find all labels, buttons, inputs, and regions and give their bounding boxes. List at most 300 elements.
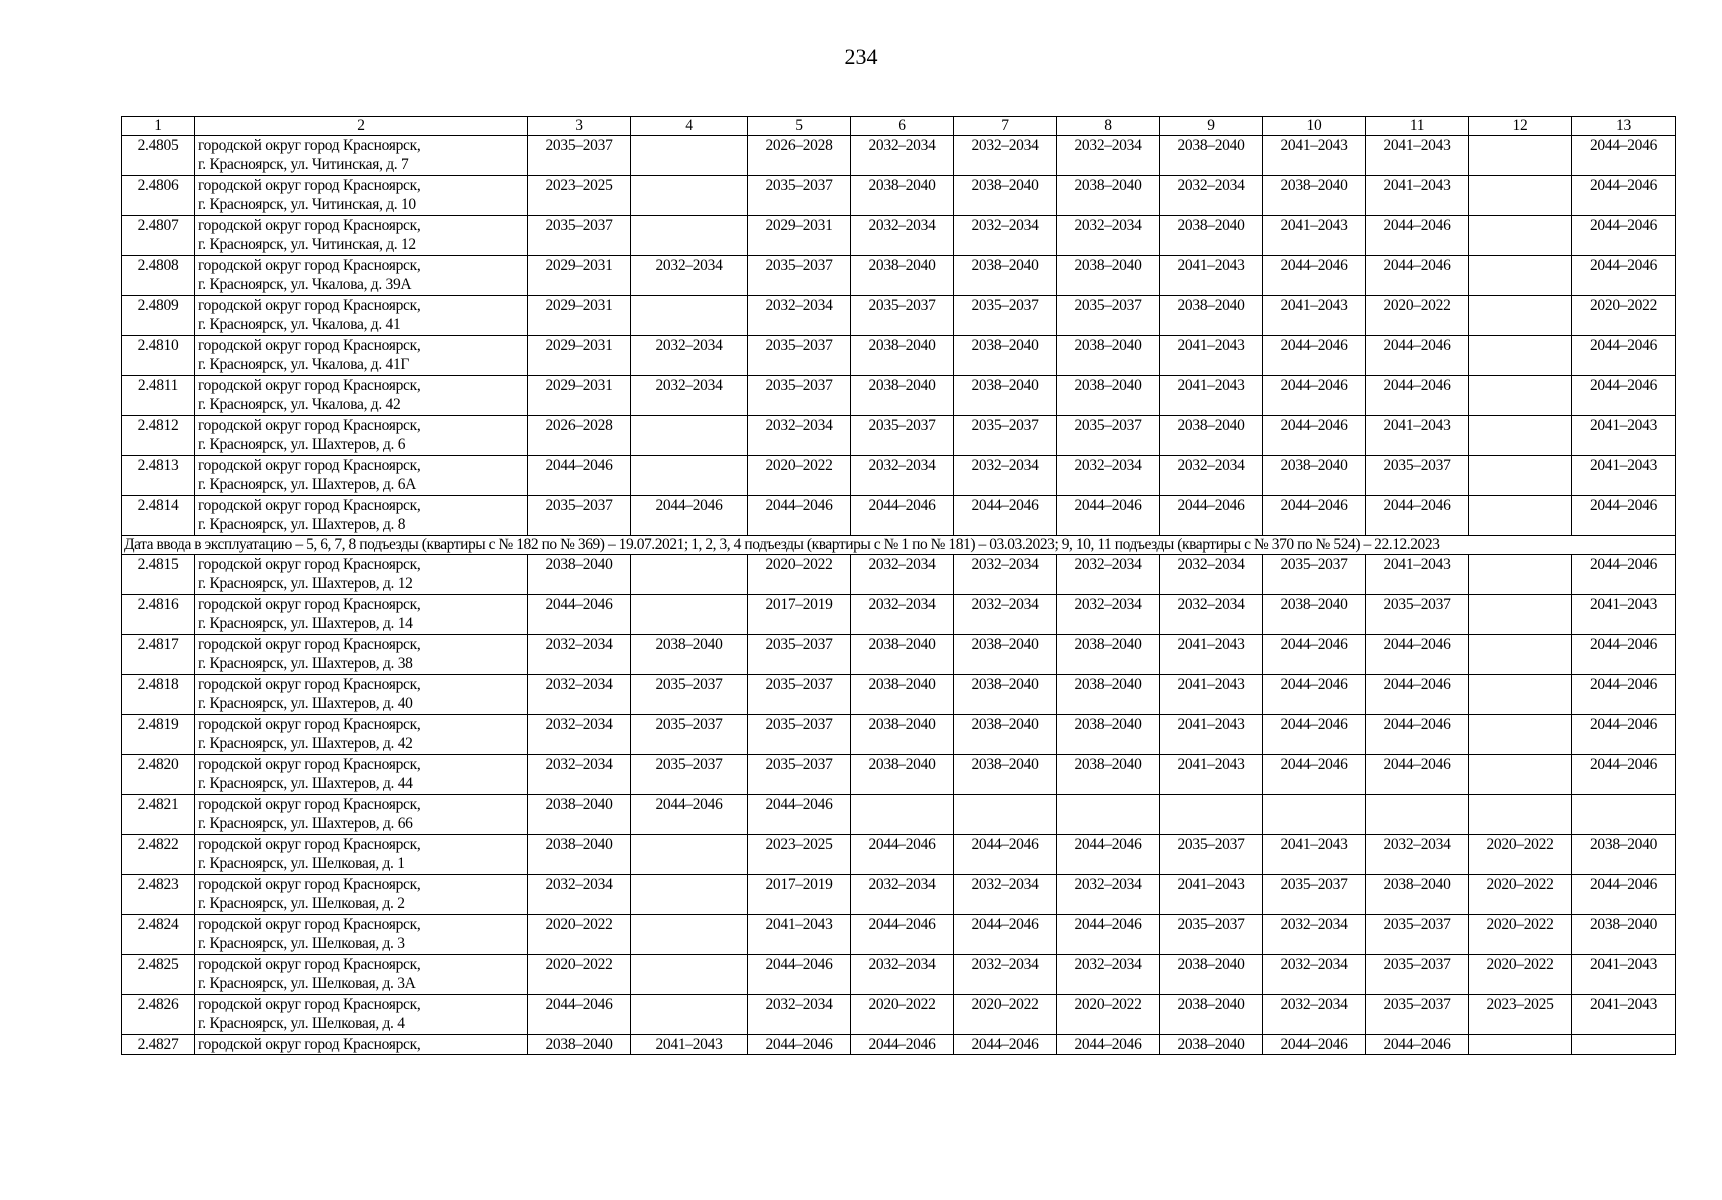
period-cell: 2044–2046 (954, 1035, 1057, 1055)
address-cell (195, 136, 528, 176)
period-cell (1469, 136, 1572, 176)
period-cell: 2044–2046 (1366, 635, 1469, 675)
period-cell: 2032–2034 (1263, 915, 1366, 955)
row-number-cell: 2.4809 (122, 296, 195, 336)
period-cell: 2032–2034 (954, 456, 1057, 496)
period-cell: 2032–2034 (528, 675, 631, 715)
table-row (122, 635, 1676, 675)
address-line-1: городской округ город Красноярск, (198, 916, 421, 933)
period-cell: 2038–2040 (1160, 216, 1263, 256)
repair-schedule-table (121, 116, 1676, 1055)
period-cell: 2035–2037 (1263, 875, 1366, 915)
row-number-cell: 2.4826 (122, 995, 195, 1035)
row-number-cell: 2.4805 (122, 136, 195, 176)
period-cell: 2044–2046 (1057, 1035, 1160, 1055)
period-cell: 2038–2040 (954, 336, 1057, 376)
row-number-cell: 2.4821 (122, 795, 195, 835)
period-cell: 2038–2040 (631, 635, 748, 675)
row-number-cell: 2.4824 (122, 915, 195, 955)
period-cell: 2032–2034 (631, 336, 748, 376)
column-header: 10 (1263, 117, 1366, 136)
address-line-2: г. Красноярск, ул. Шахтеров, д. 66 (198, 815, 413, 832)
period-cell: 2038–2040 (1160, 416, 1263, 456)
period-cell: 2032–2034 (851, 136, 954, 176)
period-cell: 2038–2040 (1263, 456, 1366, 496)
period-cell: 2044–2046 (528, 595, 631, 635)
period-cell: 2044–2046 (1572, 336, 1676, 376)
period-cell: 2038–2040 (851, 176, 954, 216)
column-header: 6 (851, 117, 954, 136)
address-cell (195, 1035, 528, 1055)
period-cell: 2038–2040 (954, 176, 1057, 216)
period-cell: 2044–2046 (528, 456, 631, 496)
period-cell: 2044–2046 (1263, 376, 1366, 416)
address-line-1: городской округ город Красноярск, (198, 876, 421, 893)
period-cell: 2044–2046 (748, 496, 851, 536)
period-cell (1469, 376, 1572, 416)
row-number-cell: 2.4816 (122, 595, 195, 635)
period-cell: 2020–2022 (1469, 835, 1572, 875)
period-cell (1366, 795, 1469, 835)
address-cell (195, 755, 528, 795)
row-number-cell: 2.4820 (122, 755, 195, 795)
period-cell: 2038–2040 (528, 795, 631, 835)
period-cell: 2017–2019 (748, 595, 851, 635)
address-line-1: городской округ город Красноярск, (198, 497, 421, 514)
period-cell (1572, 1035, 1676, 1055)
address-cell (195, 456, 528, 496)
table-row (122, 256, 1676, 296)
period-cell: 2038–2040 (851, 675, 954, 715)
period-cell: 2044–2046 (1366, 216, 1469, 256)
period-cell: 2038–2040 (1263, 595, 1366, 635)
table-row (122, 496, 1676, 536)
period-cell: 2032–2034 (1160, 176, 1263, 216)
period-cell (1469, 755, 1572, 795)
period-cell: 2044–2046 (1057, 915, 1160, 955)
period-cell: 2038–2040 (1366, 875, 1469, 915)
period-cell: 2020–2022 (1469, 875, 1572, 915)
period-cell: 2038–2040 (1057, 376, 1160, 416)
period-cell: 2044–2046 (1572, 755, 1676, 795)
address-cell (195, 875, 528, 915)
period-cell: 2044–2046 (1366, 256, 1469, 296)
period-cell: 2044–2046 (851, 915, 954, 955)
address-line-2: г. Красноярск, ул. Шахтеров, д. 6 (198, 436, 406, 453)
period-cell: 2038–2040 (1160, 1035, 1263, 1055)
period-cell: 2020–2022 (748, 555, 851, 595)
table-row (122, 755, 1676, 795)
address-cell (195, 915, 528, 955)
table-row (122, 795, 1676, 835)
period-cell: 2041–2043 (1263, 136, 1366, 176)
period-cell: 2035–2037 (1057, 416, 1160, 456)
table-row (122, 595, 1676, 635)
table-row (122, 995, 1676, 1035)
period-cell: 2029–2031 (528, 376, 631, 416)
period-cell: 2044–2046 (1263, 256, 1366, 296)
address-line-2: г. Красноярск, ул. Чкалова, д. 42 (198, 396, 401, 413)
period-cell: 2029–2031 (528, 336, 631, 376)
period-cell: 2020–2022 (1366, 296, 1469, 336)
table-row (122, 376, 1676, 416)
period-cell: 2044–2046 (1572, 176, 1676, 216)
period-cell (1469, 595, 1572, 635)
column-header: 4 (631, 117, 748, 136)
period-cell (631, 835, 748, 875)
period-cell: 2044–2046 (954, 915, 1057, 955)
period-cell: 2038–2040 (1160, 955, 1263, 995)
table-row (122, 216, 1676, 256)
period-cell: 2044–2046 (1366, 496, 1469, 536)
period-cell: 2032–2034 (954, 555, 1057, 595)
column-header: 11 (1366, 117, 1469, 136)
period-cell: 2035–2037 (748, 675, 851, 715)
period-cell (1469, 296, 1572, 336)
period-cell: 2038–2040 (851, 635, 954, 675)
table-row (122, 835, 1676, 875)
period-cell (954, 795, 1057, 835)
address-line-2: г. Красноярск, ул. Читинская, д. 12 (198, 236, 416, 253)
address-cell (195, 256, 528, 296)
period-cell (1057, 795, 1160, 835)
period-cell: 2038–2040 (851, 376, 954, 416)
period-cell: 2035–2037 (748, 336, 851, 376)
period-cell: 2035–2037 (748, 176, 851, 216)
period-cell (1469, 1035, 1572, 1055)
period-cell: 2035–2037 (851, 296, 954, 336)
address-cell (195, 496, 528, 536)
row-number-cell: 2.4808 (122, 256, 195, 296)
period-cell: 2035–2037 (748, 635, 851, 675)
period-cell: 2032–2034 (1160, 555, 1263, 595)
address-cell (195, 795, 528, 835)
period-cell: 2032–2034 (528, 635, 631, 675)
period-cell: 2038–2040 (1057, 635, 1160, 675)
address-line-2: г. Красноярск, ул. Шахтеров, д. 44 (198, 775, 413, 792)
period-cell: 2023–2025 (528, 176, 631, 216)
table-row (122, 296, 1676, 336)
period-cell (1469, 555, 1572, 595)
address-line-2: г. Красноярск, ул. Шахтеров, д. 40 (198, 695, 413, 712)
period-cell: 2044–2046 (1263, 635, 1366, 675)
period-cell: 2044–2046 (631, 496, 748, 536)
address-line-2: г. Красноярск, ул. Шелковая, д. 4 (198, 1015, 405, 1032)
address-cell (195, 176, 528, 216)
period-cell: 2035–2037 (954, 296, 1057, 336)
period-cell: 2035–2037 (631, 675, 748, 715)
period-cell: 2029–2031 (528, 256, 631, 296)
table-row (122, 456, 1676, 496)
period-cell: 2020–2022 (851, 995, 954, 1035)
table-row (122, 955, 1676, 995)
period-cell (631, 216, 748, 256)
address-line-1: городской округ город Красноярск, (198, 556, 421, 573)
period-cell: 2044–2046 (1263, 675, 1366, 715)
period-cell: 2044–2046 (954, 835, 1057, 875)
period-cell: 2038–2040 (954, 715, 1057, 755)
period-cell: 2041–2043 (1572, 595, 1676, 635)
period-cell: 2038–2040 (1057, 256, 1160, 296)
period-cell: 2044–2046 (1057, 835, 1160, 875)
table-row (122, 416, 1676, 456)
row-number-cell: 2.4823 (122, 875, 195, 915)
period-cell: 2032–2034 (1057, 216, 1160, 256)
address-line-2: г. Красноярск, ул. Шахтеров, д. 38 (198, 655, 413, 672)
address-line-1: городской округ город Красноярск, (198, 956, 421, 973)
period-cell: 2044–2046 (1263, 416, 1366, 456)
period-cell: 2044–2046 (1263, 336, 1366, 376)
address-line-1: городской округ город Красноярск, (198, 177, 421, 194)
period-cell (1263, 795, 1366, 835)
period-cell (1469, 216, 1572, 256)
period-cell: 2038–2040 (954, 635, 1057, 675)
period-cell: 2044–2046 (1366, 376, 1469, 416)
period-cell: 2038–2040 (1160, 136, 1263, 176)
table-row (122, 555, 1676, 595)
period-cell: 2026–2028 (528, 416, 631, 456)
address-cell (195, 995, 528, 1035)
table-row (122, 715, 1676, 755)
period-cell: 2035–2037 (1366, 456, 1469, 496)
period-cell (631, 915, 748, 955)
period-cell: 2032–2034 (1160, 456, 1263, 496)
period-cell (1469, 715, 1572, 755)
address-line-1: городской округ город Красноярск, (198, 636, 421, 653)
column-header: 1 (122, 117, 195, 136)
period-cell: 2032–2034 (528, 715, 631, 755)
column-header: 3 (528, 117, 631, 136)
period-cell: 2038–2040 (954, 675, 1057, 715)
period-cell: 2038–2040 (1057, 755, 1160, 795)
period-cell: 2044–2046 (631, 795, 748, 835)
period-cell: 2020–2022 (954, 995, 1057, 1035)
address-line-2: г. Красноярск, ул. Шахтеров, д. 8 (198, 516, 406, 533)
period-cell: 2029–2031 (748, 216, 851, 256)
period-cell: 2032–2034 (748, 296, 851, 336)
table-body-last (122, 1035, 1676, 1055)
period-cell: 2035–2037 (631, 715, 748, 755)
row-number-cell: 2.4812 (122, 416, 195, 456)
address-line-1: городской округ город Красноярск, (198, 137, 421, 154)
period-cell: 2041–2043 (1160, 336, 1263, 376)
period-cell: 2041–2043 (1160, 715, 1263, 755)
period-cell: 2032–2034 (1057, 955, 1160, 995)
table-row (122, 336, 1676, 376)
address-cell (195, 216, 528, 256)
period-cell (1160, 795, 1263, 835)
period-cell: 2038–2040 (954, 256, 1057, 296)
period-cell: 2032–2034 (631, 376, 748, 416)
period-cell: 2017–2019 (748, 875, 851, 915)
period-cell: 2020–2022 (748, 456, 851, 496)
period-cell: 2041–2043 (1160, 635, 1263, 675)
table-body-upper (122, 136, 1676, 536)
period-cell: 2044–2046 (748, 1035, 851, 1055)
period-cell: 2035–2037 (1366, 995, 1469, 1035)
period-cell: 2041–2043 (1160, 376, 1263, 416)
address-line-2: г. Красноярск, ул. Шахтеров, д. 6А (198, 476, 417, 493)
period-cell: 2035–2037 (528, 496, 631, 536)
period-cell: 2035–2037 (528, 216, 631, 256)
row-number-cell: 2.4806 (122, 176, 195, 216)
address-line-1: городской округ город Красноярск, (198, 596, 421, 613)
period-cell (1469, 675, 1572, 715)
period-cell: 2032–2034 (954, 216, 1057, 256)
period-cell: 2032–2034 (528, 755, 631, 795)
period-cell: 2044–2046 (748, 955, 851, 995)
period-cell: 2038–2040 (954, 376, 1057, 416)
row-number-cell: 2.4813 (122, 456, 195, 496)
table-row (122, 915, 1676, 955)
address-line-2: г. Красноярск, ул. Читинская, д. 7 (198, 156, 409, 173)
period-cell: 2032–2034 (954, 595, 1057, 635)
address-line-1: городской округ город Красноярск, (198, 337, 421, 354)
period-cell: 2020–2022 (1057, 995, 1160, 1035)
row-number-cell: 2.4814 (122, 496, 195, 536)
period-cell: 2032–2034 (1057, 456, 1160, 496)
period-cell: 2044–2046 (1366, 715, 1469, 755)
address-line-1: городской округ город Красноярск, (198, 297, 421, 314)
period-cell: 2035–2037 (748, 715, 851, 755)
period-cell (1469, 456, 1572, 496)
period-cell (631, 875, 748, 915)
period-cell: 2044–2046 (1263, 496, 1366, 536)
column-header: 9 (1160, 117, 1263, 136)
period-cell: 2044–2046 (1572, 216, 1676, 256)
address-line-1: городской округ город Красноярск, (198, 756, 421, 773)
page-number: 234 (844, 44, 878, 69)
period-cell: 2038–2040 (528, 835, 631, 875)
period-cell: 2023–2025 (1469, 995, 1572, 1035)
address-cell (195, 296, 528, 336)
table-header (122, 117, 1676, 136)
address-line-2: г. Красноярск, ул. Чкалова, д. 41 (198, 316, 401, 333)
period-cell: 2032–2034 (954, 875, 1057, 915)
address-cell (195, 555, 528, 595)
period-cell (1469, 336, 1572, 376)
period-cell: 2026–2028 (748, 136, 851, 176)
period-cell (631, 416, 748, 456)
period-cell: 2041–2043 (1263, 835, 1366, 875)
period-cell: 2044–2046 (1263, 755, 1366, 795)
period-cell: 2032–2034 (528, 875, 631, 915)
period-cell: 2032–2034 (1263, 955, 1366, 995)
period-cell: 2032–2034 (851, 456, 954, 496)
period-cell: 2044–2046 (1366, 336, 1469, 376)
address-line-1: городской округ город Красноярск, (198, 417, 421, 434)
address-line-2: г. Красноярск, ул. Шахтеров, д. 12 (198, 575, 413, 592)
period-cell: 2020–2022 (1572, 296, 1676, 336)
period-cell: 2038–2040 (528, 555, 631, 595)
period-cell: 2041–2043 (1366, 555, 1469, 595)
period-cell (1469, 795, 1572, 835)
row-number-cell: 2.4822 (122, 835, 195, 875)
period-cell: 2032–2034 (1057, 555, 1160, 595)
period-cell: 2044–2046 (1366, 755, 1469, 795)
address-cell (195, 835, 528, 875)
address-cell (195, 595, 528, 635)
period-cell: 2044–2046 (851, 835, 954, 875)
address-cell (195, 955, 528, 995)
period-cell (631, 595, 748, 635)
period-cell: 2032–2034 (1366, 835, 1469, 875)
row-number-cell: 2.4825 (122, 955, 195, 995)
period-cell: 2032–2034 (748, 995, 851, 1035)
period-cell: 2044–2046 (1160, 496, 1263, 536)
period-cell: 2041–2043 (1366, 416, 1469, 456)
period-cell: 2035–2037 (1263, 555, 1366, 595)
period-cell: 2044–2046 (1572, 256, 1676, 296)
period-cell: 2044–2046 (1572, 376, 1676, 416)
period-cell: 2032–2034 (1057, 595, 1160, 635)
period-cell: 2041–2043 (748, 915, 851, 955)
period-cell: 2041–2043 (1366, 136, 1469, 176)
period-cell (1469, 416, 1572, 456)
period-cell: 2035–2037 (1057, 296, 1160, 336)
period-cell: 2041–2043 (1160, 875, 1263, 915)
period-cell: 2044–2046 (1572, 555, 1676, 595)
address-cell (195, 336, 528, 376)
table-note-section (122, 536, 1676, 555)
period-cell: 2035–2037 (748, 755, 851, 795)
column-header: 13 (1572, 117, 1676, 136)
period-cell (631, 296, 748, 336)
row-number-cell: 2.4811 (122, 376, 195, 416)
period-cell: 2041–2043 (1572, 416, 1676, 456)
period-cell: 2032–2034 (851, 555, 954, 595)
address-cell (195, 675, 528, 715)
column-header: 5 (748, 117, 851, 136)
period-cell: 2044–2046 (1572, 875, 1676, 915)
period-cell (1469, 635, 1572, 675)
period-cell (631, 995, 748, 1035)
period-cell (1572, 795, 1676, 835)
period-cell: 2035–2037 (954, 416, 1057, 456)
period-cell: 2041–2043 (631, 1035, 748, 1055)
table-row (122, 136, 1676, 176)
period-cell: 2032–2034 (851, 216, 954, 256)
period-cell: 2041–2043 (1263, 296, 1366, 336)
period-cell: 2038–2040 (954, 755, 1057, 795)
address-line-2: г. Красноярск, ул. Шахтеров, д. 42 (198, 735, 413, 752)
period-cell (631, 555, 748, 595)
period-cell (1469, 256, 1572, 296)
period-cell: 2044–2046 (528, 995, 631, 1035)
period-cell: 2020–2022 (1469, 955, 1572, 995)
period-cell: 2038–2040 (851, 336, 954, 376)
period-cell: 2032–2034 (1263, 995, 1366, 1035)
period-cell: 2041–2043 (1160, 256, 1263, 296)
period-cell: 2035–2037 (528, 136, 631, 176)
period-cell: 2044–2046 (748, 795, 851, 835)
address-cell (195, 376, 528, 416)
period-cell: 2035–2037 (1160, 835, 1263, 875)
period-cell: 2038–2040 (851, 715, 954, 755)
period-cell: 2044–2046 (851, 496, 954, 536)
period-cell: 2020–2022 (528, 915, 631, 955)
address-line-1: городской округ город Красноярск, (198, 1036, 421, 1053)
period-cell: 2044–2046 (1366, 675, 1469, 715)
address-line-1: городской округ город Красноярск, (198, 836, 421, 853)
period-cell: 2044–2046 (851, 1035, 954, 1055)
period-cell: 2044–2046 (1572, 635, 1676, 675)
period-cell: 2038–2040 (1572, 915, 1676, 955)
period-cell: 2044–2046 (954, 496, 1057, 536)
commissioning-note-row (122, 536, 1676, 555)
period-cell: 2032–2034 (851, 955, 954, 995)
period-cell (631, 456, 748, 496)
